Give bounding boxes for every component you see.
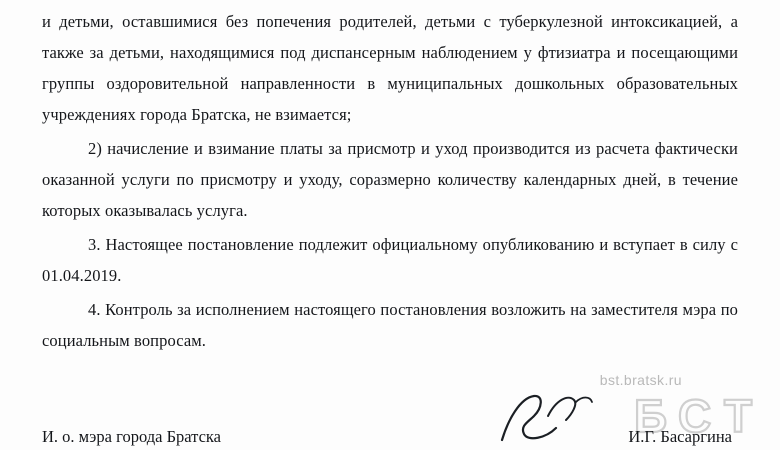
- signature-name: И.Г. Басаргина: [628, 427, 732, 446]
- svg-text:Б: Б: [634, 392, 670, 442]
- signature-block: [42, 404, 738, 450]
- paragraph-continuation: и детьми, оставшимися без попечения родителей, детьми с туберкулезной интоксикацией, а также за детьми, находящимися под диспансерным наблюдением у фтизиатра и посещающими группы оздоровительной направленности в муниципальных дошкольных образовательных учреждениях города Братска, не взимается;: [42, 12, 738, 124]
- svg-text:Т: Т: [724, 392, 755, 442]
- signature-role: И. о. мэра города Братска: [42, 427, 222, 446]
- paragraph-item-4: 4. Контроль за исполнением настоящего постановления возложить на заместителя мэра по социальным вопросам.: [42, 300, 738, 350]
- watermark-site-text: bst.bratsk.ru: [599, 372, 682, 388]
- paragraph-item-3: 3. Настоящее постановление подлежит официальному опубликованию и вступает в силу с 01.04.2019.: [42, 235, 738, 285]
- handwritten-signature-icon: [494, 390, 614, 444]
- document-body: [42, 0, 738, 356]
- svg-text:С: С: [678, 392, 714, 442]
- paragraph-item-2: 2) начисление и взимание платы за присмотр и уход производится из расчета фактически оказанной услуги по присмотру и уходу, соразмерно количеству календарных дней, в течение которых оказывалась услуга.: [42, 139, 738, 220]
